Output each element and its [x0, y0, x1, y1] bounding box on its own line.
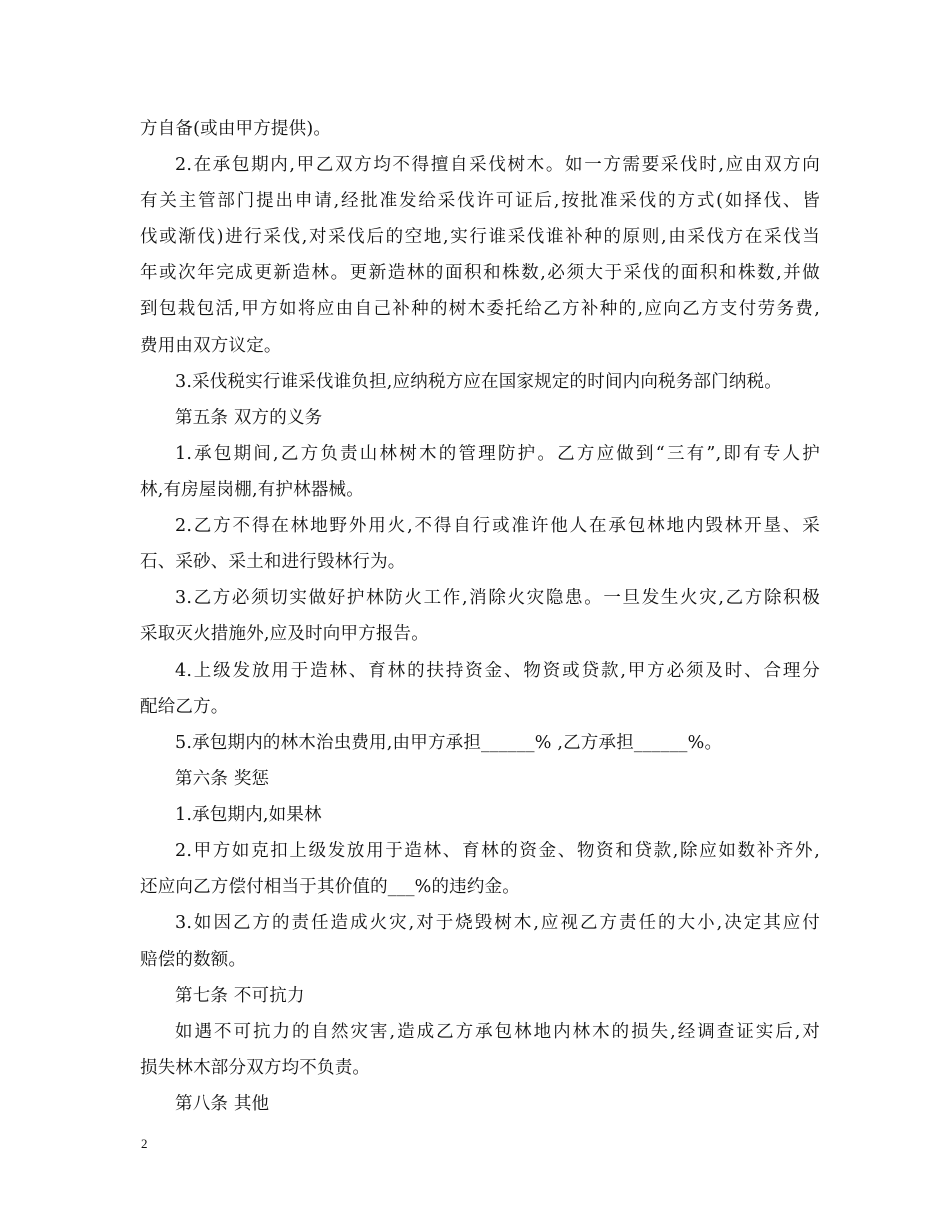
paragraph-line: 3.采伐税实行谁采伐谁负担,应纳税方应在国家规定的时间内向税务部门纳税。	[175, 372, 782, 392]
paragraph-line: 林,有房屋岗棚,有护林器械。	[140, 480, 364, 500]
paragraph-line: 2.在承包期内,甲乙双方均不得擅自采伐树木。如一方需要采伐时,应由双方向	[175, 155, 820, 175]
paragraph-line: 2.甲方如克扣上级发放用于造林、育林的资金、物资和贷款,除应如数补齐外,	[175, 841, 820, 861]
paragraph-line: 1.承包期间,乙方负责山林树木的管理防护。乙方应做到“三有”,即有专人护	[175, 444, 820, 464]
section-heading: 第七条 不可抗力	[175, 986, 305, 1006]
paragraph-line: 还应向乙方偿付相当于其价值的___%的违约金。	[140, 877, 520, 897]
paragraph-line: 赔偿的数额。	[140, 950, 247, 970]
section-heading: 第六条 奖惩	[175, 769, 270, 789]
paragraph-line: 损失林木部分双方均不负责。	[140, 1058, 371, 1078]
paragraph-line: 4.上级发放用于造林、育林的扶持资金、物资或贷款,甲方必须及时、合理分	[175, 661, 820, 681]
paragraph-line: 石、采砂、采土和进行毁林行为。	[140, 552, 406, 572]
paragraph-line: 配给乙方。	[140, 697, 229, 717]
paragraph-line: 方自备(或由甲方提供)。	[140, 119, 332, 139]
paragraph-line: 年或次年完成更新造林。更新造林的面积和株数,必须大于采伐的面积和株数,并做	[140, 263, 820, 283]
paragraph-line: 1.承包期内,如果林	[175, 805, 322, 825]
page-number: 2	[141, 1136, 148, 1151]
paragraph-line: 有关主管部门提出申请,经批准发给采伐许可证后,按批准采伐的方式(如择伐、皆	[140, 191, 820, 211]
paragraph-line: 如遇不可抗力的自然灾害,造成乙方承包林地内林木的损失,经调查证实后,对	[175, 1022, 820, 1042]
paragraph-line: 3.乙方必须切实做好护林防火工作,消除火灾隐患。一旦发生火灾,乙方除积极	[175, 588, 820, 608]
section-heading: 第八条 其他	[175, 1094, 270, 1114]
paragraph-line: 5.承包期内的林木治虫费用,由甲方承担______% ,乙方承担______%。	[175, 733, 723, 753]
paragraph-line: 采取灭火措施外,应及时向甲方报告。	[140, 624, 429, 644]
paragraph-line: 2.乙方不得在林地野外用火,不得自行或准许他人在承包林地内毁林开垦、采	[175, 516, 820, 536]
paragraph-line: 伐或渐伐)进行采伐,对采伐后的空地,实行谁采伐谁补种的原则,由采伐方在采伐当	[140, 227, 820, 247]
paragraph-line: 3.如因乙方的责任造成火灾,对于烧毁树木,应视乙方责任的大小,决定其应付	[175, 913, 820, 933]
section-heading: 第五条 双方的义务	[175, 408, 323, 428]
paragraph-line: 到包栽包活,甲方如将应由自己补种的树木委托给乙方补种的,应向乙方支付劳务费,	[140, 299, 820, 319]
paragraph-line: 费用由双方议定。	[140, 336, 282, 356]
